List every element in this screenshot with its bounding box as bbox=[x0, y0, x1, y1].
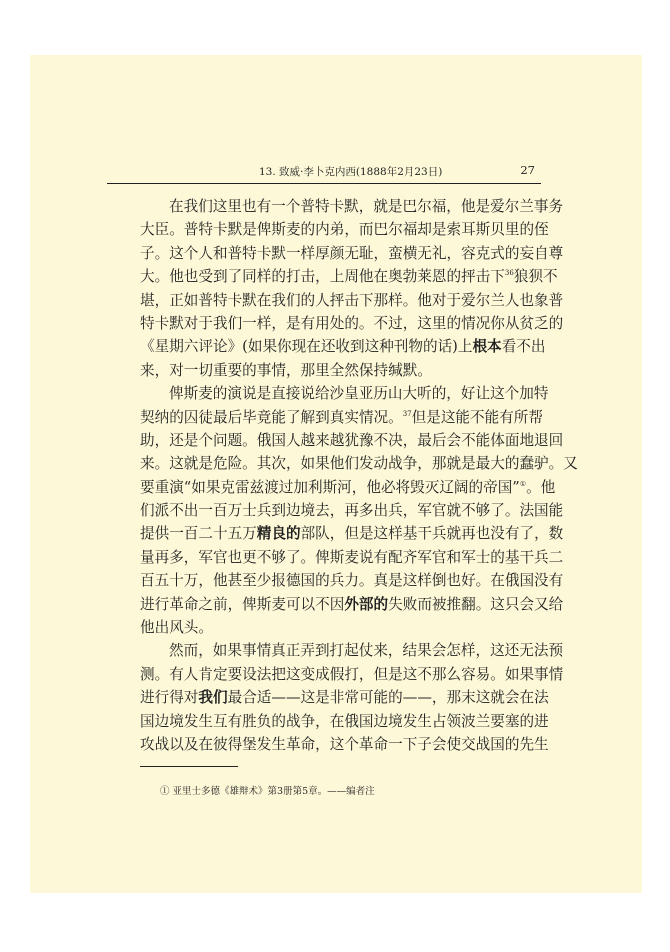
text-line bbox=[140, 265, 558, 288]
text-line bbox=[140, 733, 549, 756]
text-segment: 们派不出一百万士兵到边境去，再多出兵，军官就不够了。法国能 bbox=[140, 502, 564, 520]
text-line bbox=[140, 569, 564, 592]
emphasis-text: 我们 bbox=[198, 689, 228, 707]
emphasis-text: 根本 bbox=[472, 338, 502, 356]
text-line bbox=[140, 406, 546, 429]
text-line bbox=[140, 242, 564, 265]
note-reference: 36 bbox=[504, 269, 514, 278]
emphasis-text: 外部的 bbox=[344, 595, 389, 613]
text-segment: 看不出 bbox=[501, 338, 546, 356]
text-segment: 大。他也受到了同样的打击，上周他在奥勃莱恩的抨击下 bbox=[140, 268, 505, 286]
page-number: 27 bbox=[520, 163, 535, 177]
text-segment: 测。有人肯定要设法把这变成假打，但是这不那么容易。如果事情 bbox=[140, 665, 564, 683]
text-line bbox=[140, 335, 546, 358]
text-segment: 失败而被推翻。这只会又给 bbox=[388, 595, 564, 613]
text-line bbox=[140, 710, 549, 733]
text-segment: 最合适——这是非常可能的——，那末这就会在法 bbox=[227, 689, 549, 707]
text-segment: 百五十万，他甚至少报德国的兵力。真是这样倒也好。在俄国没有 bbox=[140, 572, 564, 590]
emphasis-text: 精良的 bbox=[256, 525, 301, 543]
text-line bbox=[140, 289, 564, 312]
note-reference: ① bbox=[519, 479, 527, 488]
text-line bbox=[140, 663, 564, 686]
text-segment: 进行得对 bbox=[140, 689, 199, 707]
text-segment: 在我们这里也有一个普特卡默，就是巴尔福，他是爱尔兰事务 bbox=[169, 198, 564, 215]
text-line bbox=[140, 429, 564, 452]
text-line bbox=[140, 686, 549, 709]
text-segment: 。他 bbox=[526, 478, 556, 496]
text-segment: 攻战以及在彼得堡发生革命，这个革命一下子会使交战国的先生 bbox=[140, 735, 549, 753]
text-line bbox=[140, 452, 578, 475]
text-segment: 要重演“如果克雷兹渡过加利斯河，他必将毁灭辽阔的帝国” bbox=[140, 478, 520, 496]
text-segment: 《星期六评论》(如果你现在还收到这种刊物的话)上 bbox=[140, 338, 473, 356]
text-segment: 狼狈不 bbox=[513, 268, 558, 286]
text-segment: 契纳的囚徒最后毕竟能了解到真实情况。 bbox=[140, 408, 403, 426]
note-reference: 37 bbox=[402, 409, 412, 418]
text-segment: 助，还是个问题。俄国人越来越犹豫不决，最后会不能体面地退回 bbox=[140, 431, 564, 449]
text-segment: 子。这个人和普特卡默一样厚颜无耻，蛮横无礼，容克式的妄自尊 bbox=[140, 244, 564, 262]
body-text bbox=[140, 195, 578, 756]
text-segment: 进行革命之前，俾斯麦可以不因 bbox=[140, 595, 345, 613]
text-line bbox=[140, 218, 549, 241]
footnote: ① 亚里士多德《雄辩术》第3册第5章。——编者注 bbox=[160, 786, 375, 797]
text-line bbox=[140, 382, 549, 405]
text-segment: 国边境发生互有胜负的战争，在俄国边境发生占领波兰要塞的进 bbox=[140, 712, 549, 730]
text-segment: 但是这能不能有所帮 bbox=[411, 408, 543, 426]
text-segment: 特卡默对于我们一样，是有用处的。不过，这里的情况你从贫乏的 bbox=[140, 314, 564, 332]
text-line bbox=[140, 499, 564, 522]
footnote-rule bbox=[140, 766, 238, 767]
text-segment: 提供一百二十五万 bbox=[140, 525, 257, 543]
text-line bbox=[140, 546, 564, 569]
text-segment: 来，对一切重要的事情，那里全然保持缄默。 bbox=[140, 361, 432, 379]
text-line bbox=[140, 639, 564, 662]
header-title: 13. 致威·李卜克内西(1888年2月23日) bbox=[259, 166, 443, 178]
text-segment: 量再多，军官也更不够了。俾斯麦说有配齐军官和军士的基干兵二 bbox=[140, 548, 564, 566]
text-line bbox=[140, 359, 546, 382]
text-segment: 大臣。普特卡默是俾斯麦的内弟，而巴尔福却是索耳斯贝里的侄 bbox=[140, 221, 549, 239]
text-segment: 部队，但是这样基干兵就再也没有了，数 bbox=[300, 525, 564, 543]
text-line bbox=[140, 522, 564, 545]
text-line bbox=[140, 476, 556, 499]
text-segment: 他出风头。 bbox=[140, 619, 213, 637]
text-segment: 堪，正如普特卡默在我们的人抨击下那样。他对于爱尔兰人也象普 bbox=[140, 291, 564, 309]
text-line bbox=[140, 195, 564, 218]
text-line bbox=[140, 616, 546, 639]
running-header bbox=[107, 110, 541, 184]
text-segment: 然而，如果事情真正弄到打起仗来，结果会怎样，这还无法预 bbox=[169, 642, 564, 660]
text-segment: 来。这就是危险。其次，如果他们发动战争，那就是最大的蠢驴。又 bbox=[140, 455, 578, 473]
text-segment: 俾斯麦的演说是直接说给沙皇亚历山大听的，好让这个加特 bbox=[169, 385, 549, 403]
text-line bbox=[140, 312, 564, 335]
text-line bbox=[140, 593, 564, 616]
